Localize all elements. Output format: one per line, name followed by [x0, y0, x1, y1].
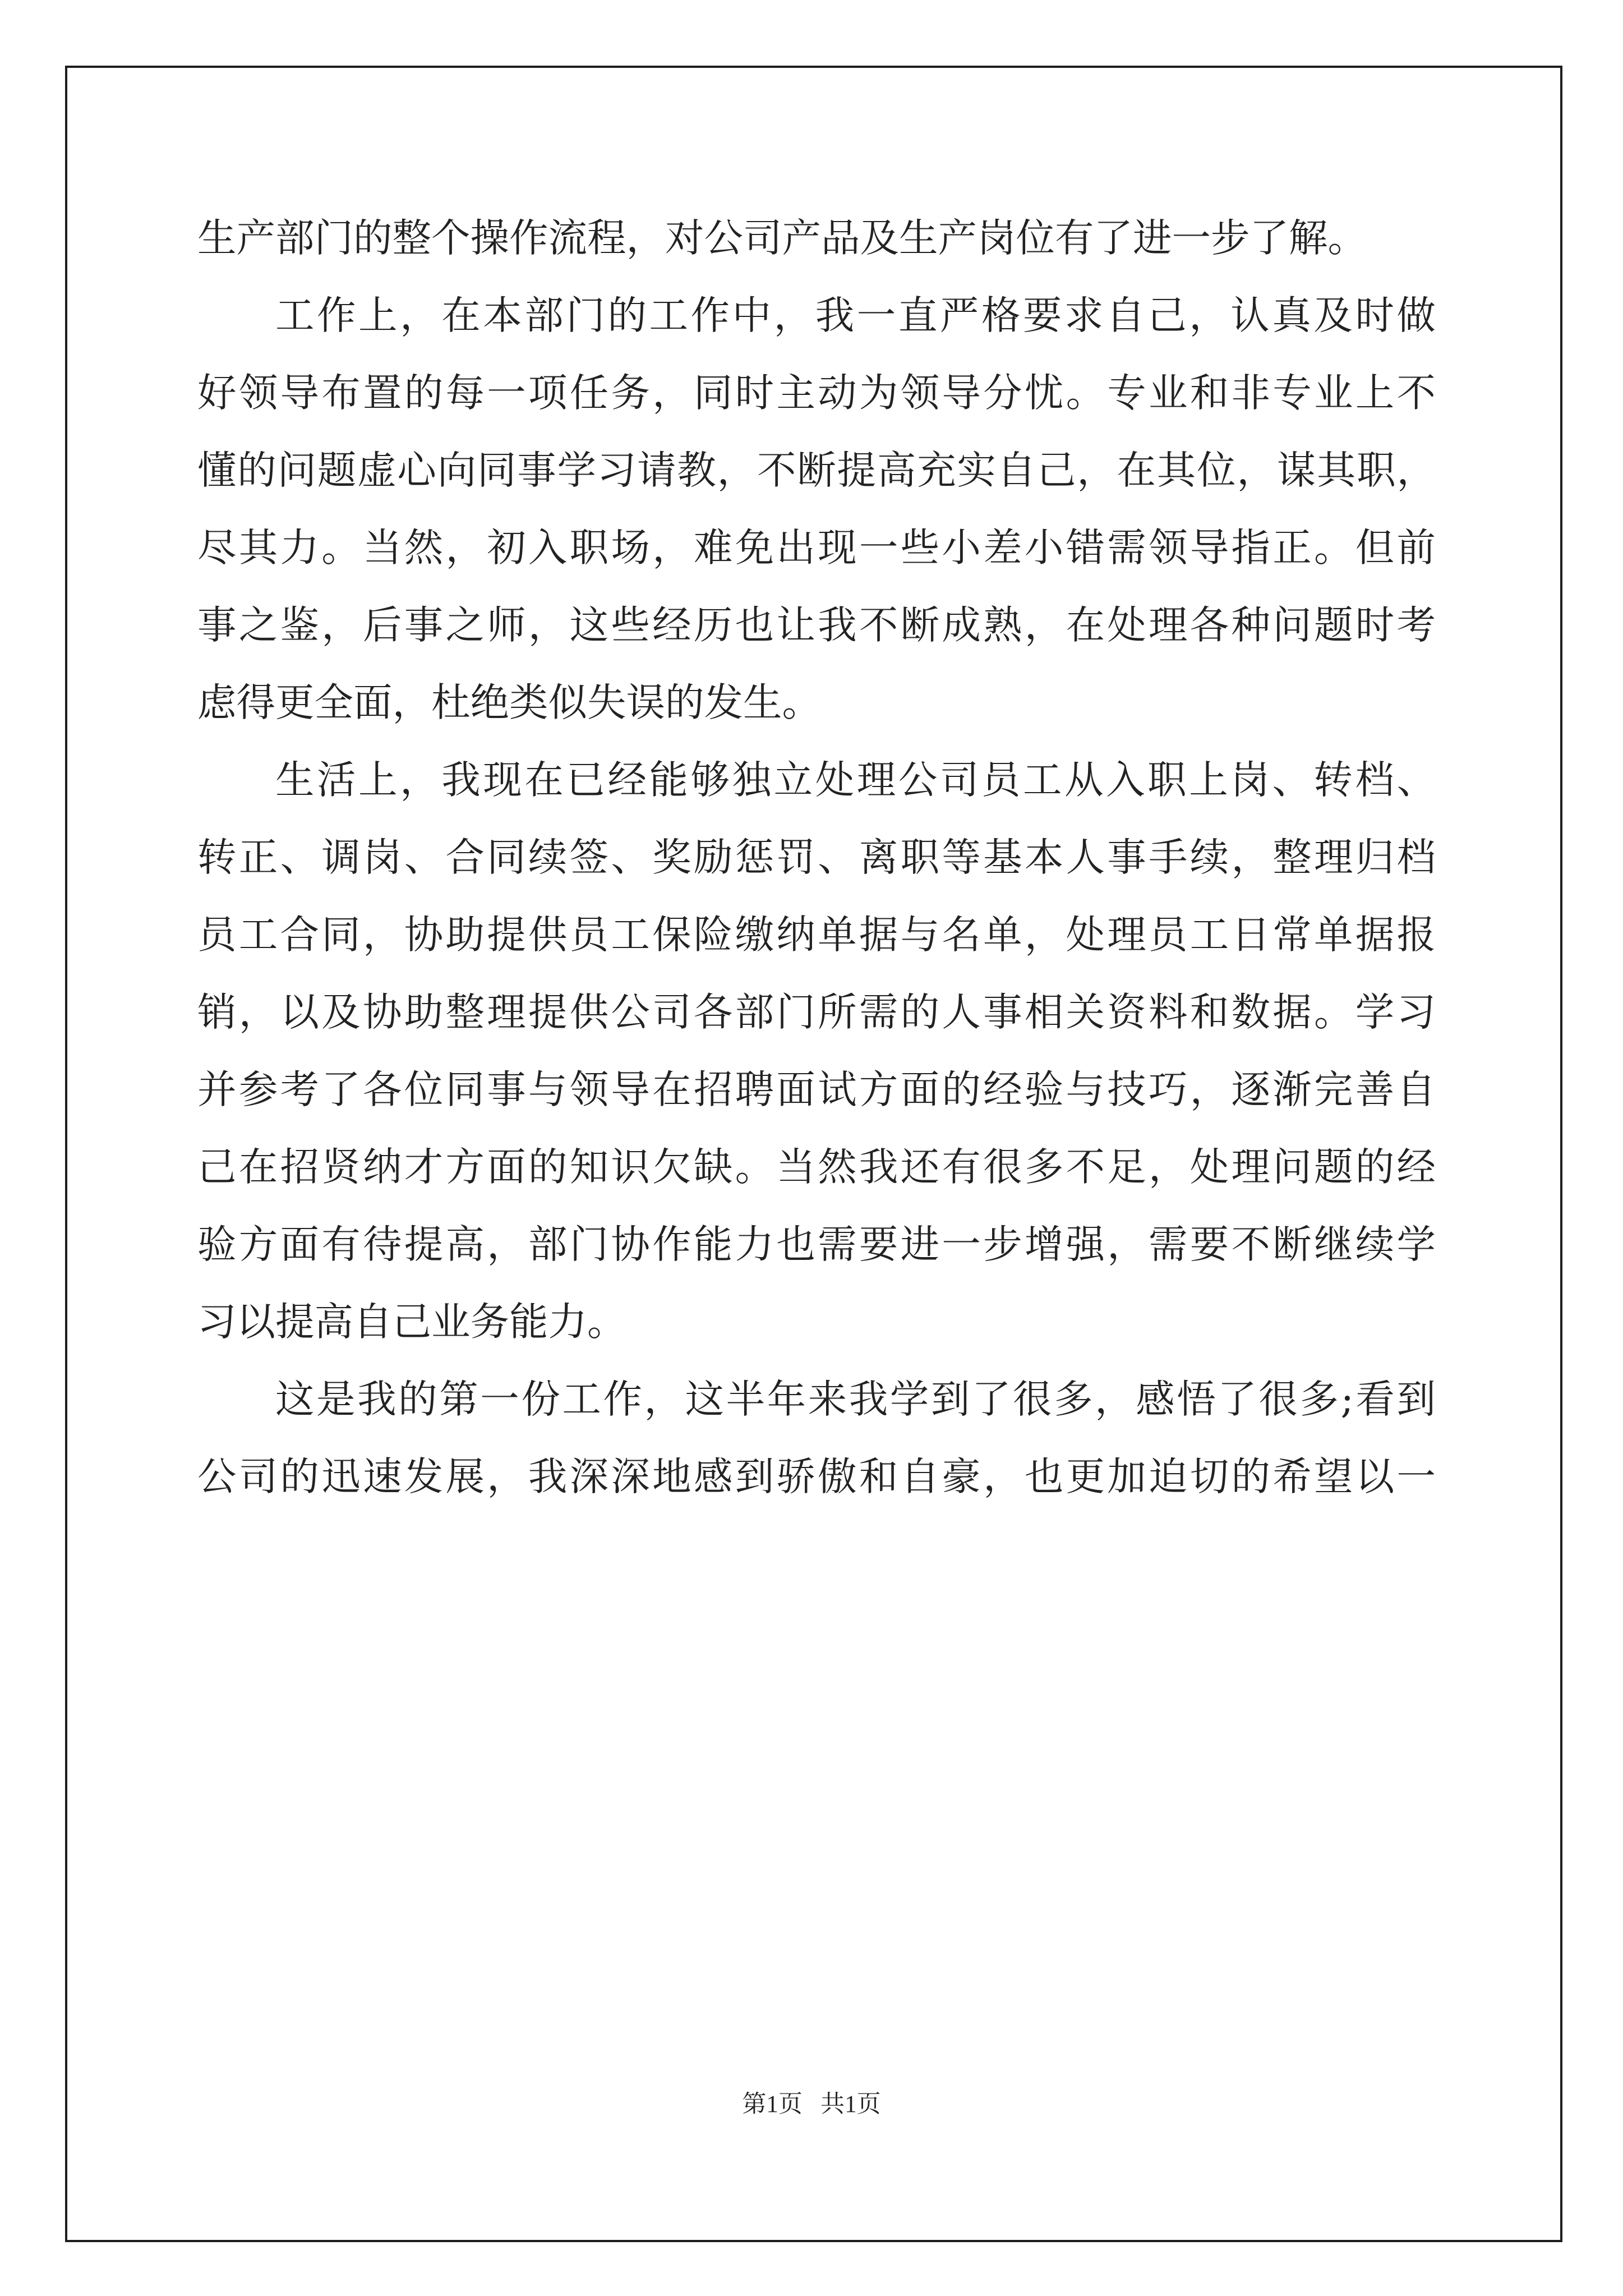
text-line: 员工合同，协助提供员工保险缴纳单据与名单，处理员工日常单据报 — [197, 912, 1436, 958]
text-line: 事之鉴，后事之师，这些经历也让我不断成熟，在处理各种问题时考 — [197, 602, 1436, 648]
page-number-footer: 第1页 共1页 — [742, 2091, 881, 2118]
text-line: 己在招贤纳才方面的知识欠缺。当然我还有很多不足，处理问题的经 — [197, 1144, 1436, 1190]
text-line: 生产部门的整个操作流程，对公司产品及生产岗位有了进一步了解。 — [197, 215, 1367, 261]
text-line: 验方面有待提高，部门协作能力也需要进一步增强，需要不断继续学 — [197, 1222, 1436, 1267]
text-line: 习以提高自己业务能力。 — [197, 1299, 626, 1345]
text-line: 尽其力。当然，初入职场，难免出现一些小差小错需领导指正。但前 — [197, 525, 1436, 570]
document-body — [197, 200, 1436, 1516]
text-line: 虑得更全面，杜绝类似失误的发生。 — [197, 680, 821, 725]
text-line: 销，以及协助整理提供公司各部门所需的人事相关资料和数据。学习 — [197, 990, 1436, 1035]
text-line: 好领导布置的每一项任务，同时主动为领导分忧。专业和非专业上不 — [197, 370, 1436, 416]
paragraph-first-line: 工作上，在本部门的工作中，我一直严格要求自己，认真及时做 — [275, 293, 1436, 338]
text-line: 公司的迅速发展，我深深地感到骄傲和自豪，也更加迫切的希望以一 — [197, 1454, 1436, 1499]
text-line: 懂的问题虚心向同事学习请教，不断提高充实自己，在其位，谋其职， — [197, 448, 1436, 493]
text-line: 转正、调岗、合同续签、奖励惩罚、离职等基本人事手续，整理归档 — [197, 835, 1436, 880]
paragraph-first-line: 这是我的第一份工作，这半年来我学到了很多，感悟了很多;看到 — [275, 1377, 1436, 1422]
paragraph-first-line: 生活上，我现在已经能够独立处理公司员工从入职上岗、转档、 — [275, 757, 1436, 803]
text-line: 并参考了各位同事与领导在招聘面试方面的经验与技巧，逐渐完善自 — [197, 1067, 1436, 1112]
